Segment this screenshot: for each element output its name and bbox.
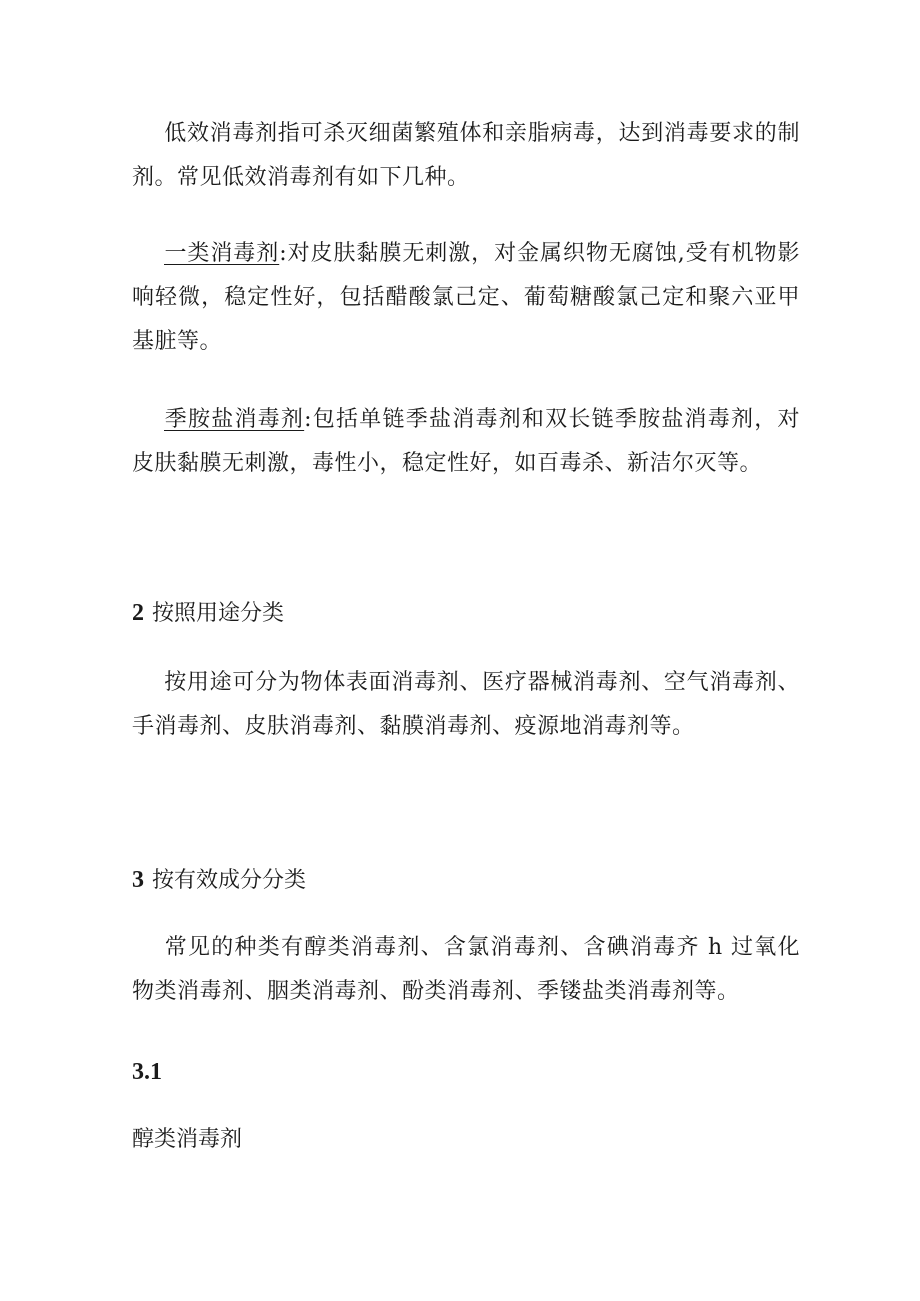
paragraph-text: 常见的种类有醇类消毒剂、含氯消毒剂、含碘消毒齐 h 过氧化物类消毒剂、胭类消毒剂、酚类消毒剂、季镂盐类消毒剂等。 [132,935,800,1004]
paragraph-by-active-ingredient [132,926,800,1014]
section-number: 2 [132,600,144,626]
paragraph-by-usage [132,661,800,749]
section-heading-2 [132,597,284,630]
section-title: 按照用途分类 [152,601,285,626]
paragraph-quaternary-ammonium [132,398,800,486]
section-number: 3 [132,867,144,893]
term-quaternary-ammonium: 季胺盐消毒剂 [164,407,305,432]
section-heading-3-1-number: 3.1 [132,1059,162,1085]
paragraph-class-one-disinfectant [132,232,800,364]
section-heading-3 [132,864,306,897]
paragraph-text: 低效消毒剂指可杀灭细菌繁殖体和亲脂病毒，达到消毒要求的制剂。常见低效消毒剂有如下几种。 [132,121,800,190]
paragraph-text: :对皮肤黏膜无刺激，对金属织物无腐蚀,受有机物影响轻微，稳定性好，包括醋酸氯己定、葡萄糖酸氯己定和聚六亚甲基脏等。 [132,241,800,354]
section-heading-3-1-title: 醇类消毒剂 [132,1127,243,1152]
paragraph-low-efficiency-intro [132,112,800,200]
paragraph-text: 按用途可分为物体表面消毒剂、医疗器械消毒剂、空气消毒剂、手消毒剂、皮肤消毒剂、黏膜消毒剂、疫源地消毒剂等。 [132,670,800,739]
paragraph-text: :包括单链季盐消毒剂和双长链季胺盐消毒剂，对皮肤黏膜无刺激，毒性小，稳定性好，如百毒杀、新洁尔灭等。 [132,407,800,476]
section-title: 按有效成分分类 [152,868,307,893]
term-class-one-disinfectant: 一类消毒剂 [164,241,280,266]
